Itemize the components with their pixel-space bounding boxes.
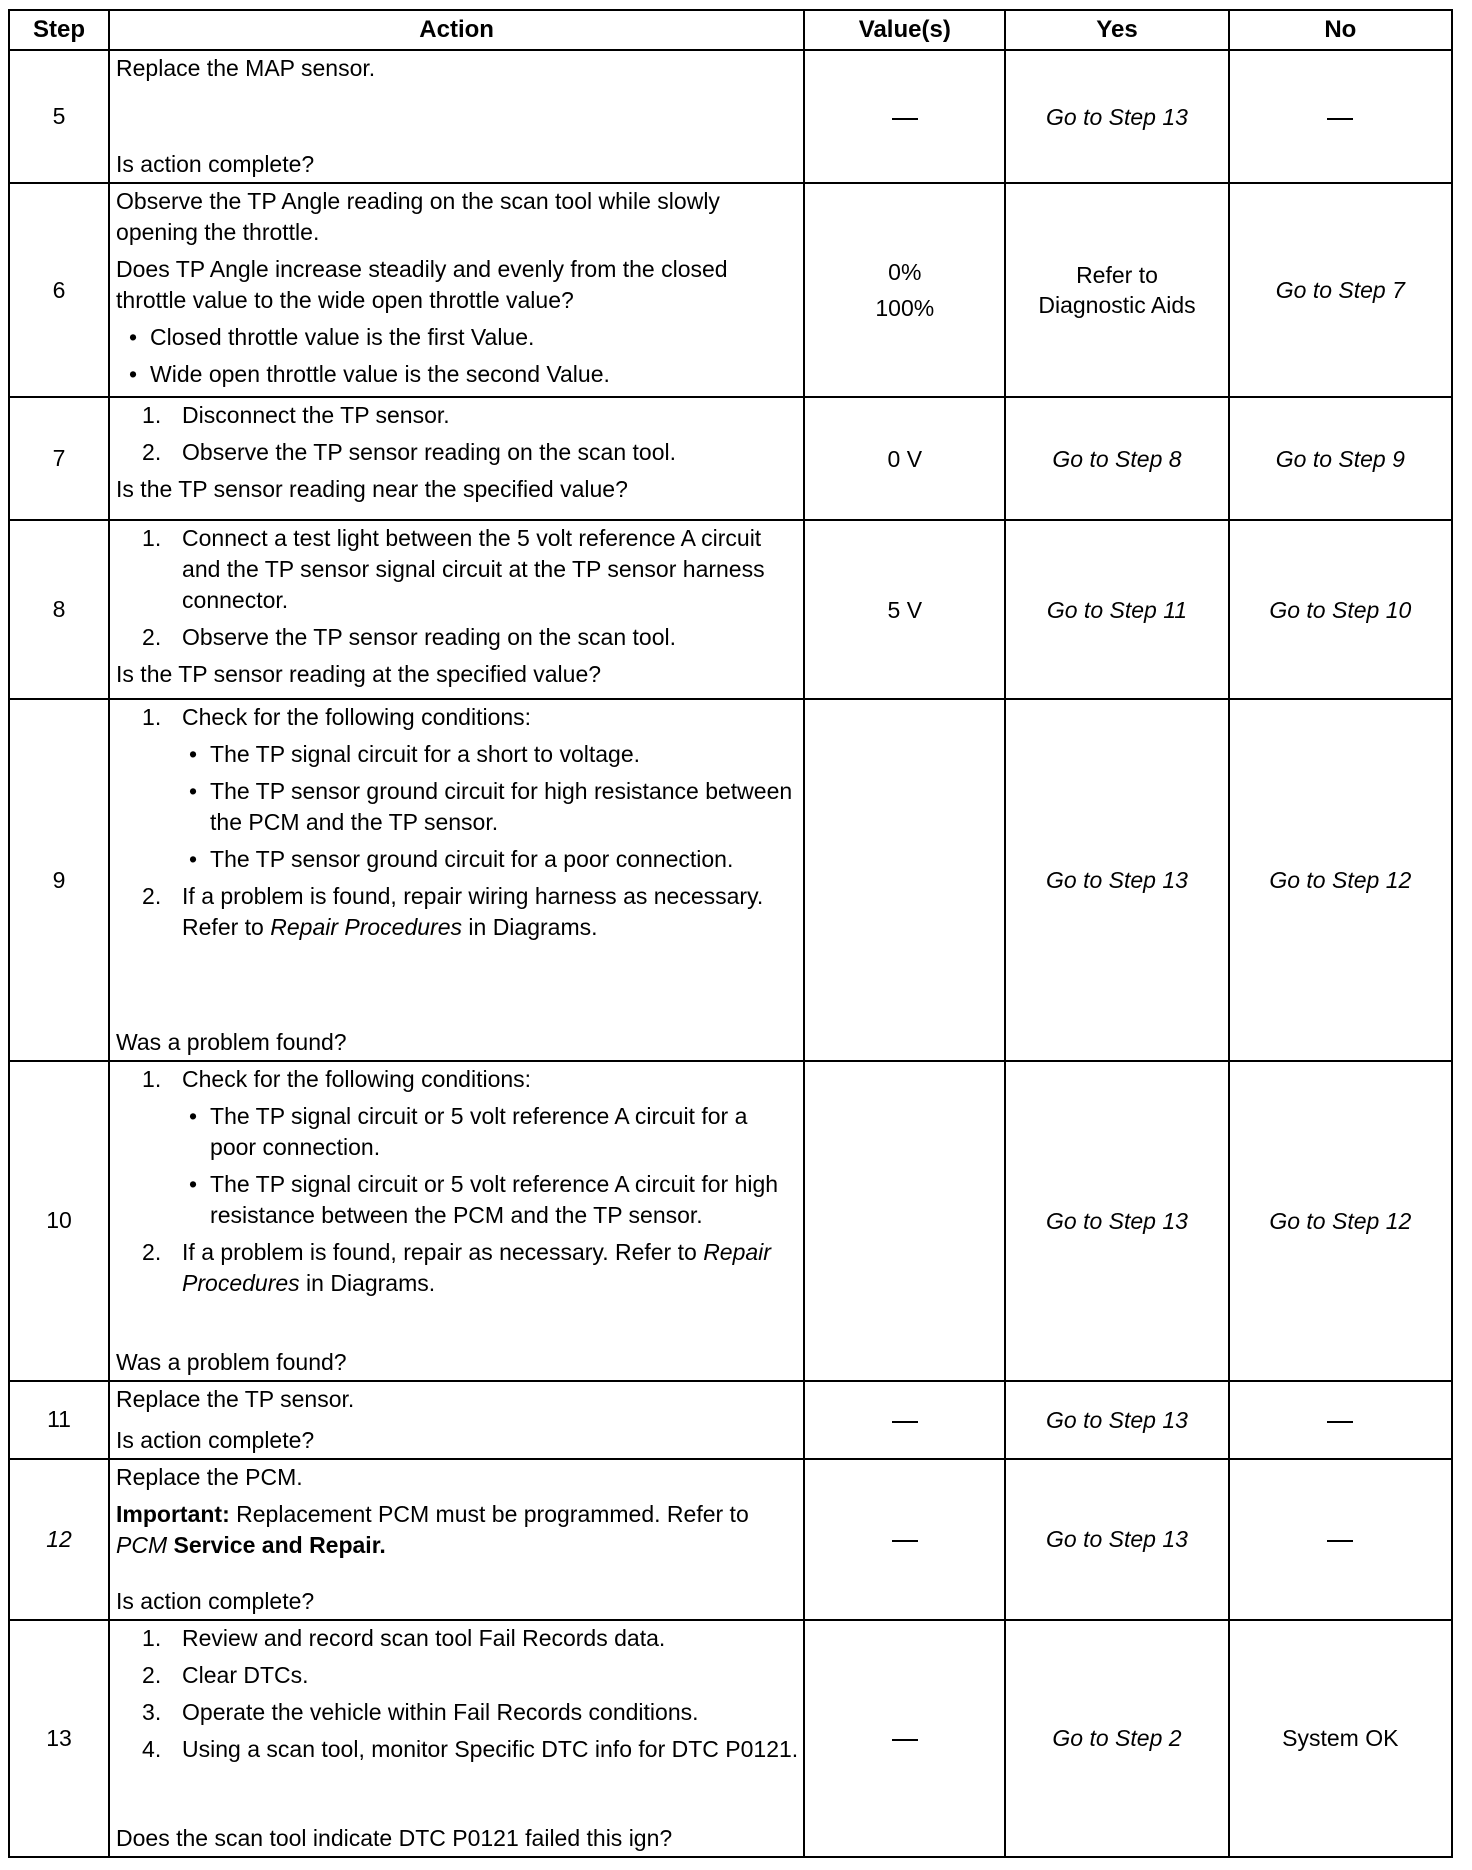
table-row-step-9 [9,699,1452,1060]
action-cell [109,1459,804,1620]
repair-procedures-ref: Repair Procedures [270,914,463,941]
action-text: Replace the MAP sensor. [116,55,376,81]
step-number: 11 [9,1381,109,1459]
action-cell [109,50,804,183]
numbered-item: 1. Connect a test light between the 5 volt reference A circuit and the TP sensor signal circuit at the TP sensor harness connector. [142,525,765,614]
numbered-item: 4. Using a scan tool, monitor Specific DTC info for DTC P0121. [142,1735,799,1762]
header-step: Step [9,10,109,50]
action-question: Does TP Angle increase steadily and evenly from the closed throttle value to the wide open throttle value? [116,256,728,314]
value-cell [804,50,1005,183]
step-number: 13 [9,1620,109,1857]
table-row-step-6 [9,183,1452,397]
table-row-step-11 [9,1381,1452,1459]
action-question: Is the TP sensor reading at the specified value? [116,661,602,688]
table-row-step-12 [9,1459,1452,1620]
step-number: 5 [9,50,109,183]
no-cell [1229,1459,1452,1620]
action-question: Is action complete? [116,151,315,178]
yes-cell: Go to Step 13 [1005,50,1228,183]
bullet-item: • Closed throttle value is the first Value. [129,324,535,351]
step-number: 7 [9,397,109,520]
numbered-item: 1. Review and record scan tool Fail Records data. [142,1624,666,1651]
diagnostic-table [8,9,1453,1858]
step-number: 8 [9,520,109,699]
action-cell [109,183,804,397]
header-action: Action [109,10,804,50]
dash-mark [1327,1421,1353,1423]
yes-cell: Go to Step 13 [1005,699,1228,1060]
dash-mark [1327,1540,1353,1542]
yes-cell: Go to Step 11 [1005,520,1228,699]
no-cell: Go to Step 10 [1229,520,1452,699]
bullet-item: • Wide open throttle value is the second Value. [129,361,610,388]
action-cell [109,1061,804,1381]
action-question: Was a problem found? [116,1028,347,1055]
numbered-item: 2. If a problem is found, repair as necessary. Refer to Repair Procedures in Diagrams. [142,1238,771,1296]
action-text: Observe the TP Angle reading on the scan tool while slowly opening the throttle. [116,188,720,246]
bullet-item: • The TP sensor ground circuit for high resistance between the PCM and the TP sensor. [189,778,793,836]
action-question: Is the TP sensor reading near the specified value? [116,476,628,503]
bullet-item: • The TP sensor ground circuit for a poor connection. [189,846,734,873]
header-row [9,10,1452,50]
yes-cell: Go to Step 13 [1005,1061,1228,1381]
step-number: 6 [9,183,109,397]
action-cell [109,1381,804,1459]
bullet-item: • The TP signal circuit or 5 volt reference A circuit for a poor connection. [189,1102,748,1160]
action-cell [109,1620,804,1857]
yes-cell: Go to Step 13 [1005,1459,1228,1620]
value-cell [804,1620,1005,1857]
yes-cell: Refer to Diagnostic Aids [1005,183,1228,397]
action-question: Does the scan tool indicate DTC P0121 failed this ign? [116,1825,673,1851]
numbered-item: 2. Observe the TP sensor reading on the scan tool. [142,624,676,651]
table-row-step-8 [9,520,1452,699]
numbered-item: 2. Observe the TP sensor reading on the scan tool. [142,439,676,466]
value-cell [804,1381,1005,1459]
numbered-item: 2. If a problem is found, repair wiring harness as necessary. Refer to Repair Procedures in Diagrams. [142,883,764,941]
action-cell [109,520,804,699]
step-number: 10 [9,1061,109,1381]
bullet-item: • The TP signal circuit or 5 volt reference A circuit for high resistance between the PCM and the TP sensor. [189,1170,779,1228]
value-open: 100% [875,295,935,322]
dash-mark [892,1421,918,1423]
action-text: Replace the TP sensor. [116,1385,355,1412]
action-question: Is action complete? [116,1426,315,1453]
table-row-step-5 [9,50,1452,183]
action-cell [109,397,804,520]
action-question: Is action complete? [116,1587,315,1614]
value-cell: 5 V [804,520,1005,699]
no-cell: Go to Step 7 [1229,183,1452,397]
no-cell: Go to Step 12 [1229,1061,1452,1381]
yes-cell: Go to Step 8 [1005,397,1228,520]
numbered-item: 1. Check for the following conditions: [142,1065,532,1092]
no-cell [1229,50,1452,183]
value-cell [804,1061,1005,1381]
yes-cell: Go to Step 2 [1005,1620,1228,1857]
step-number: 12 [9,1459,109,1620]
value-cell [804,699,1005,1060]
yes-cell: Go to Step 13 [1005,1381,1228,1459]
action-text: Replace the PCM. [116,1463,303,1490]
no-cell: System OK [1229,1620,1452,1857]
header-yes: Yes [1005,10,1228,50]
important-note: Important: Replacement PCM must be programmed. Refer to PCM Service and Repair. [116,1500,749,1558]
action-cell [109,699,804,1060]
numbered-item: 2. Clear DTCs. [142,1661,309,1688]
table-row-step-10 [9,1061,1452,1381]
dash-mark [892,1540,918,1542]
diagnostic-table-page [8,9,1453,1858]
numbered-item: 3. Operate the vehicle within Fail Records conditions. [142,1698,699,1725]
dash-mark [892,118,918,120]
bullet-item: • The TP signal circuit for a short to voltage. [189,741,641,768]
value-cell: 0 V [804,397,1005,520]
header-no: No [1229,10,1452,50]
dash-mark [892,1739,918,1741]
value-closed: 0% [888,259,922,286]
table-row-step-13 [9,1620,1452,1857]
action-question: Was a problem found? [116,1348,347,1375]
no-cell [1229,1381,1452,1459]
numbered-item: 1. Disconnect the TP sensor. [142,402,450,429]
no-cell: Go to Step 12 [1229,699,1452,1060]
step-number: 9 [9,699,109,1060]
repair-procedures-ref: Repair Procedures [182,1238,771,1296]
value-cell [804,1459,1005,1620]
dash-mark [1327,118,1353,120]
header-values: Value(s) [804,10,1005,50]
numbered-item: 1. Check for the following conditions: [142,704,532,731]
value-cell [804,183,1005,397]
no-cell: Go to Step 9 [1229,397,1452,520]
table-row-step-7 [9,397,1452,520]
